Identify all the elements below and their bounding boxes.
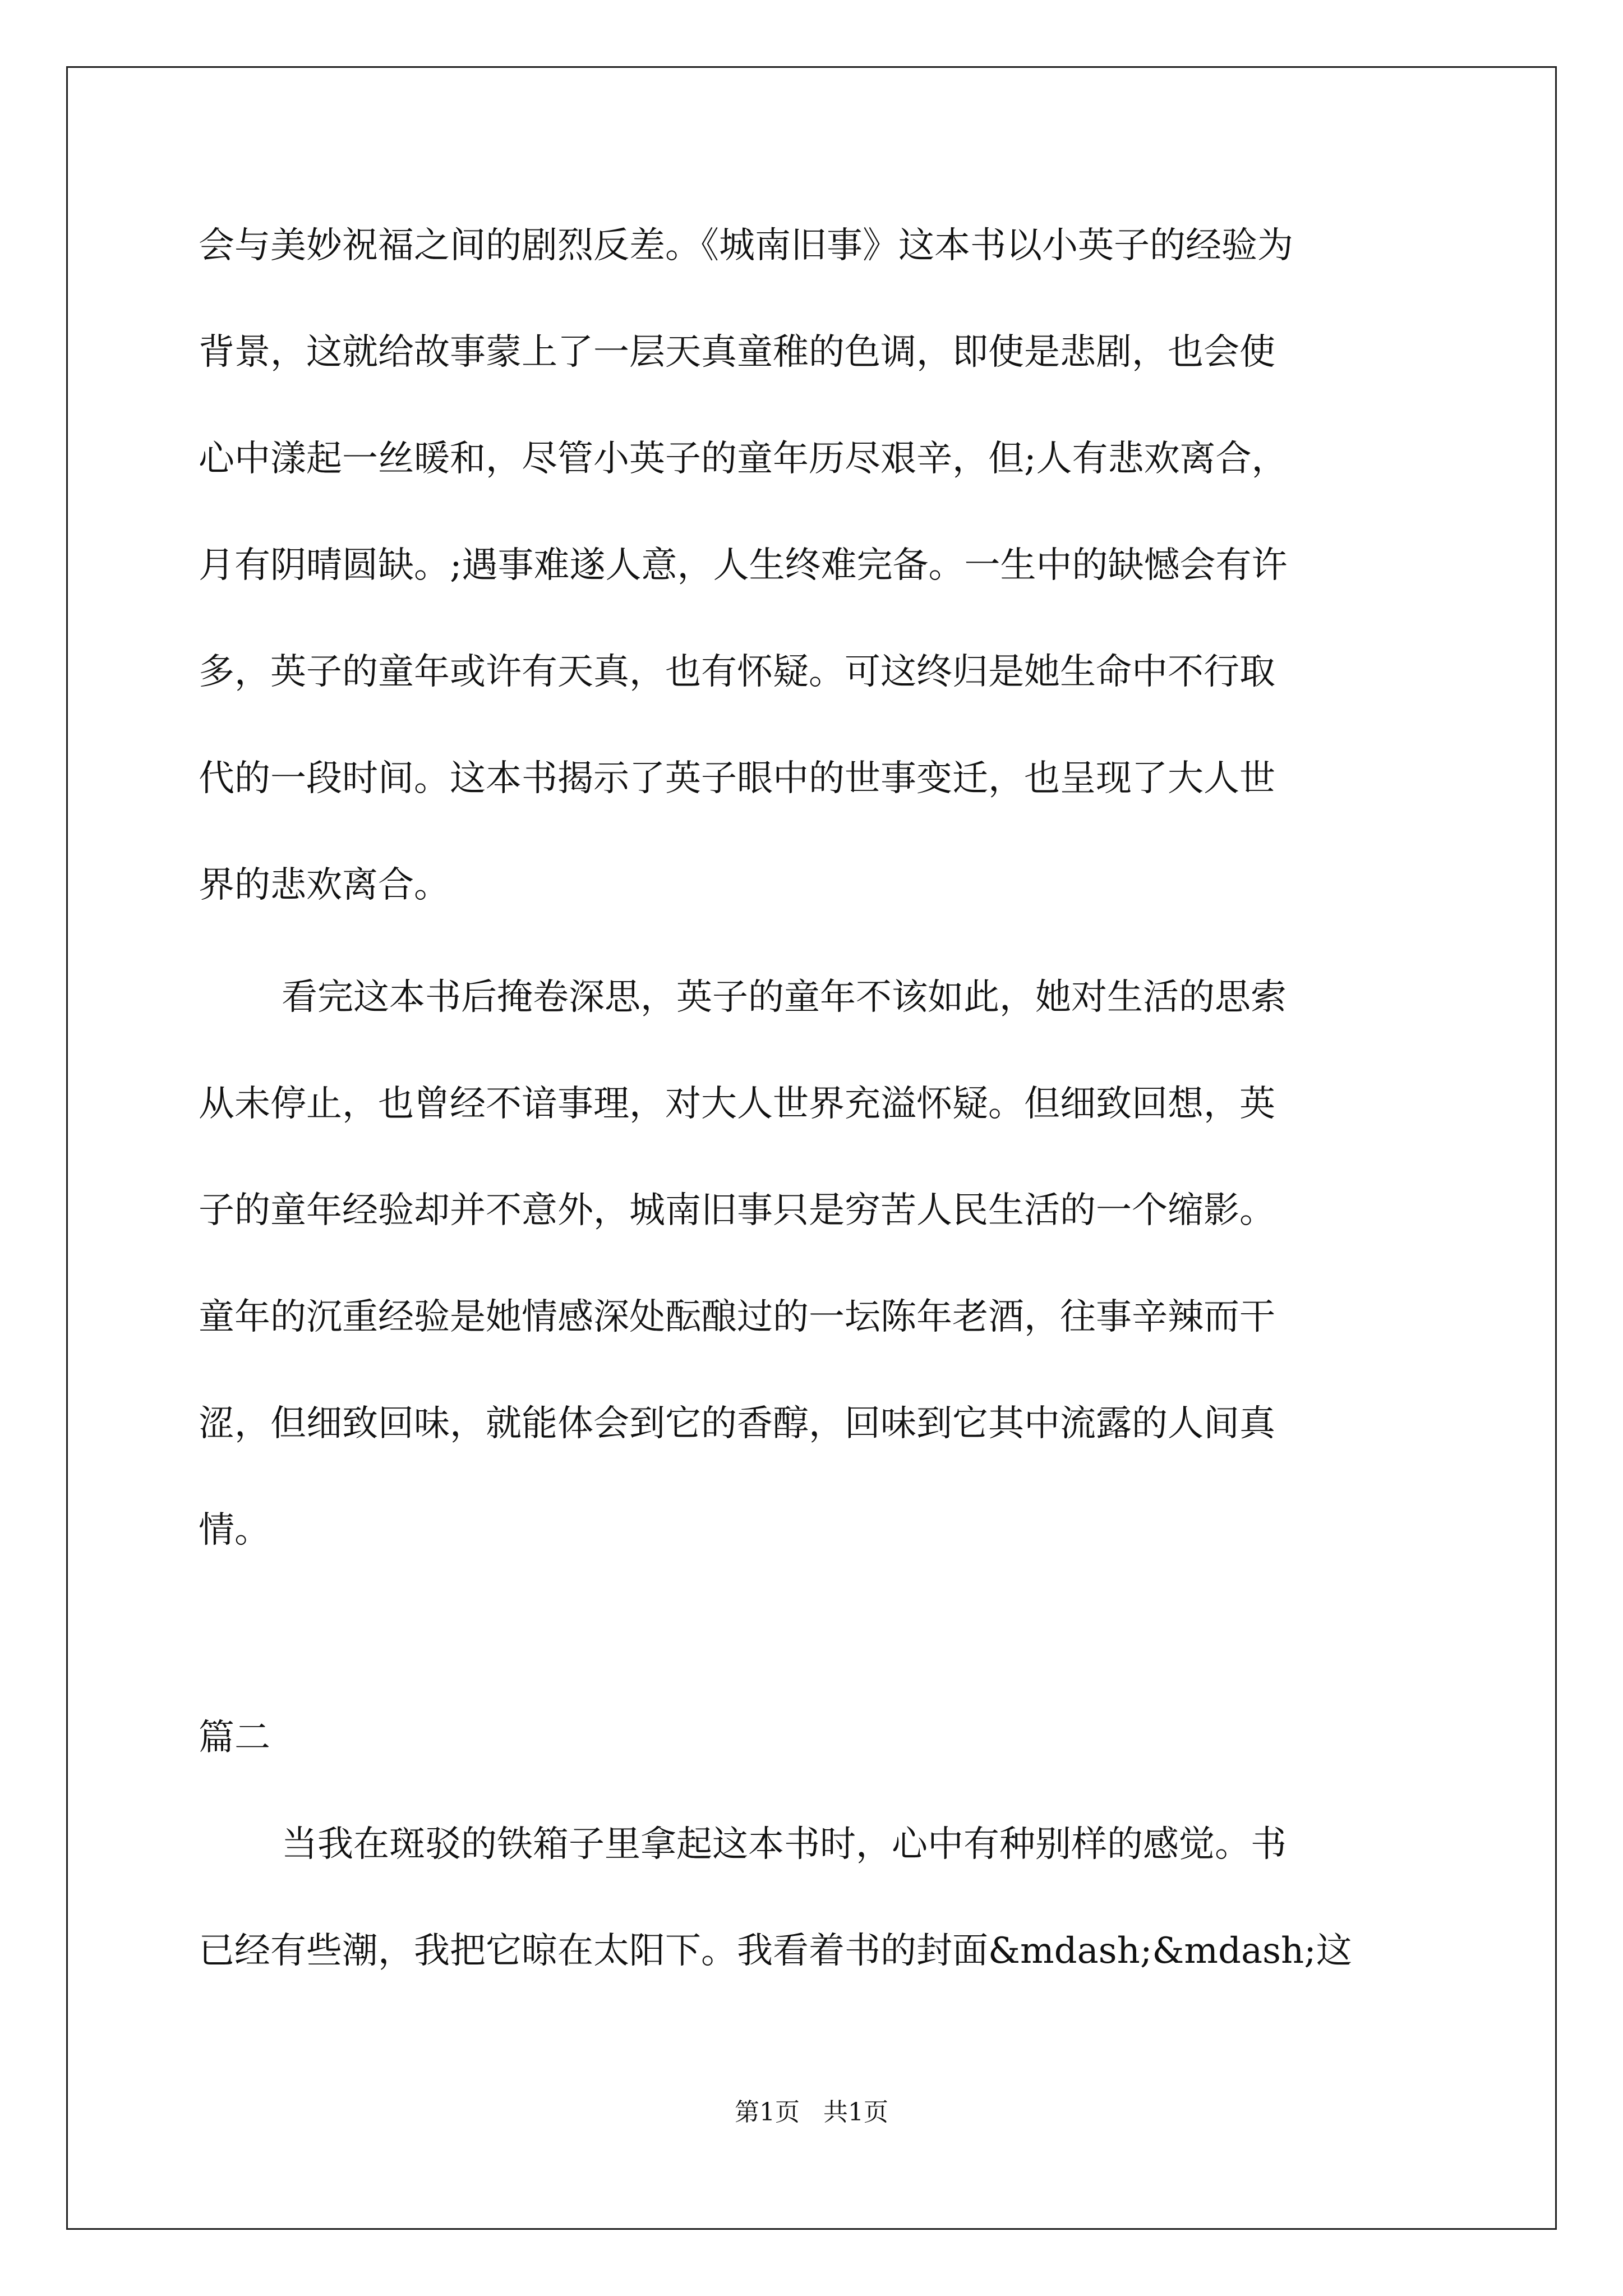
page-border <box>66 66 1557 2230</box>
text-line: 子的童年经验却并不意外，城南旧事只是穷苦人民生活的一个缩影。 <box>199 1190 1275 1231</box>
text-line: 童年的沉重经验是她情感深处酝酿过的一坛陈年老酒，往事辛辣而干 <box>199 1296 1275 1338</box>
text-line: 看完这本书后掩卷深思，英子的童年不该如此，她对生活的思索 <box>282 977 1287 1018</box>
text-line: 已经有些潮，我把它晾在太阳下。我看着书的封面&mdash;&mdash;这 <box>199 1930 1352 1972</box>
text-line: 从未停止，也曾经不谙事理，对大人世界充溢怀疑。但细致回想，英 <box>199 1083 1275 1125</box>
section-heading: 篇二 <box>199 1717 270 1759</box>
text-line: 背景，这就给故事蒙上了一层天真童稚的色调，即使是悲剧，也会使 <box>199 332 1275 373</box>
text-line: 心中漾起一丝暖和，尽管小英子的童年历尽艰辛，但;人有悲欢离合， <box>199 438 1288 480</box>
text-line: 会与美妙祝福之间的剧烈反差。《城南旧事》这本书以小英子的经验为 <box>199 225 1293 266</box>
text-line: 月有阴晴圆缺。;遇事难遂人意，人生终难完备。一生中的缺憾会有许 <box>199 545 1288 586</box>
text-line: 当我在斑驳的铁箱子里拿起这本书时，心中有种别样的感觉。书 <box>282 1824 1287 1865</box>
text-line: 代的一段时间。这本书揭示了英子眼中的世事变迁，也呈现了大人世 <box>199 758 1275 799</box>
page-total: 共1页 <box>823 2098 888 2127</box>
text-line: 涩，但细致回味，就能体会到它的香醇，回味到它其中流露的人间真 <box>199 1403 1275 1444</box>
page-number: 第1页 <box>735 2098 800 2127</box>
text-line: 界的悲欢离合。 <box>199 864 450 906</box>
text-line: 多，英子的童年或许有天真，也有怀疑。可这终归是她生命中不行取 <box>199 651 1275 693</box>
text-line: 情。 <box>199 1510 270 1551</box>
page-footer <box>0 2097 1623 2128</box>
